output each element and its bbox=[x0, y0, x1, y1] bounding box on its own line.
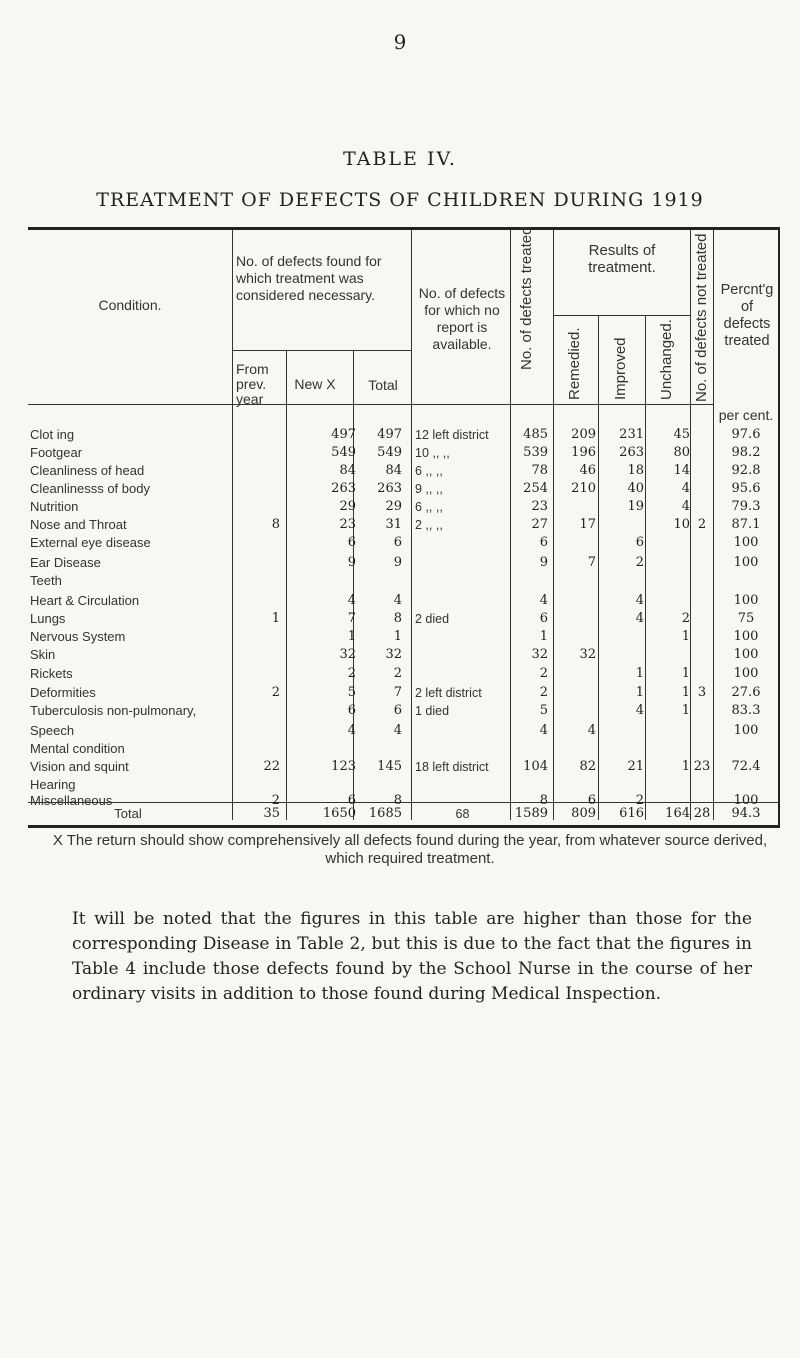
cell-prev bbox=[234, 480, 280, 498]
cell-new: 6 bbox=[347, 703, 356, 718]
cell-new: 123 bbox=[331, 759, 356, 774]
header-total: Total bbox=[368, 377, 398, 393]
table-row bbox=[28, 610, 778, 628]
cell-condition: Cleanliness of head bbox=[30, 463, 145, 478]
cell-condition: Tuberculosis non-pulmonary, bbox=[30, 703, 197, 718]
header-new: New X bbox=[294, 376, 336, 392]
cell-new: 497 bbox=[331, 427, 356, 442]
cell-remedied bbox=[558, 684, 596, 702]
cell-condition: Cleanlinesss of body bbox=[30, 481, 150, 496]
cell-treated bbox=[508, 740, 548, 758]
cell-not-treated bbox=[692, 534, 712, 552]
footnote: X The return should show comprehensively all defects found during the year, from whatever source derived, which required treatment. bbox=[52, 832, 768, 867]
cell-improved bbox=[603, 572, 644, 590]
total-treated: 1589 bbox=[514, 806, 548, 821]
cell-total: 29 bbox=[385, 499, 402, 514]
cell-treated: 32 bbox=[531, 647, 548, 662]
cell-not-treated bbox=[692, 646, 712, 664]
cell-percent bbox=[714, 740, 778, 758]
cell-improved: 19 bbox=[627, 499, 644, 514]
cell-remedied: 32 bbox=[579, 647, 596, 662]
cell-not-treated bbox=[692, 722, 712, 740]
cell-condition: Clot ing bbox=[30, 427, 75, 442]
cell-new: 2 bbox=[347, 666, 356, 681]
total-unchanged: 164 bbox=[665, 806, 690, 821]
cell-prev: 1 bbox=[271, 611, 280, 626]
rule-h-header-bottom bbox=[28, 404, 713, 405]
cell-unchanged bbox=[648, 534, 690, 552]
header-treated: No. of defects treated bbox=[518, 226, 535, 370]
cell-treated: 78 bbox=[531, 463, 548, 478]
cell-remedied: 7 bbox=[587, 555, 596, 570]
cell-new: 32 bbox=[339, 647, 356, 662]
cell-prev bbox=[234, 426, 280, 444]
cell-improved: 6 bbox=[635, 535, 644, 550]
cell-total: 145 bbox=[377, 759, 402, 774]
table-row bbox=[28, 628, 778, 646]
cell-treated: 4 bbox=[539, 723, 548, 738]
cell-treated: 6 bbox=[539, 611, 548, 626]
total-total: 1685 bbox=[368, 806, 402, 821]
cell-remedied: 4 bbox=[587, 723, 596, 738]
cell-new: 23 bbox=[339, 517, 356, 532]
cell-total: 32 bbox=[385, 647, 402, 662]
cell-unchanged: 4 bbox=[681, 499, 690, 514]
cell-condition: Teeth bbox=[30, 573, 62, 588]
cell-unchanged: 1 bbox=[681, 759, 690, 774]
table-row bbox=[28, 480, 778, 498]
table-row bbox=[28, 572, 778, 590]
defects-table bbox=[28, 227, 780, 828]
cell-unchanged bbox=[648, 572, 690, 590]
cell-improved bbox=[603, 628, 644, 646]
total-remedied: 809 bbox=[571, 806, 596, 821]
cell-not-treated bbox=[692, 740, 712, 758]
cell-unchanged: 1 bbox=[681, 666, 690, 681]
cell-total bbox=[358, 572, 402, 590]
cell-prev bbox=[234, 740, 280, 758]
cell-condition: Nervous System bbox=[30, 629, 126, 644]
cell-new: 5 bbox=[347, 685, 356, 700]
cell-remedied bbox=[558, 534, 596, 552]
cell-not-treated bbox=[692, 610, 712, 628]
cell-total: 7 bbox=[393, 685, 402, 700]
header-unchanged: Unchanged. bbox=[658, 319, 675, 400]
cell-total: 8 bbox=[393, 793, 402, 808]
cell-prev bbox=[234, 646, 280, 664]
table-row bbox=[28, 426, 778, 444]
total-improved: 616 bbox=[619, 806, 644, 821]
cell-remedied bbox=[558, 628, 596, 646]
cell-treated: 8 bbox=[539, 793, 548, 808]
cell-unchanged bbox=[648, 592, 690, 610]
total-new: 1650 bbox=[322, 806, 356, 821]
cell-remedied: 6 bbox=[587, 793, 596, 808]
cell-percent: 79.3 bbox=[731, 499, 761, 514]
cell-total bbox=[358, 740, 402, 758]
cell-unchanged: 45 bbox=[673, 427, 690, 442]
header-condition: Condition. bbox=[98, 297, 162, 313]
cell-percent: 100 bbox=[733, 793, 759, 808]
table-row bbox=[28, 740, 778, 758]
cell-percent: 100 bbox=[733, 593, 759, 608]
cell-unchanged bbox=[648, 722, 690, 740]
cell-condition: Skin bbox=[30, 647, 56, 662]
cell-remedied: 196 bbox=[571, 445, 596, 460]
cell-unchanged: 80 bbox=[673, 445, 690, 460]
cell-not-treated: 23 bbox=[693, 759, 711, 774]
cell-condition: Lungs bbox=[30, 611, 66, 626]
cell-condition: External eye disease bbox=[30, 535, 151, 550]
table-row bbox=[28, 722, 778, 740]
cell-treated: 23 bbox=[531, 499, 548, 514]
cell-treated: 2 bbox=[539, 685, 548, 700]
cell-unchanged bbox=[648, 740, 690, 758]
table-row bbox=[28, 554, 778, 572]
cell-percent: 100 bbox=[733, 535, 759, 550]
cell-new: 29 bbox=[339, 499, 356, 514]
cell-percent: 27.6 bbox=[731, 685, 761, 700]
cell-prev bbox=[234, 665, 280, 683]
cell-treated: 4 bbox=[539, 593, 548, 608]
cell-unchanged: 1 bbox=[681, 703, 690, 718]
cell-prev bbox=[234, 722, 280, 740]
cell-unchanged: 1 bbox=[681, 685, 690, 700]
cell-treated: 485 bbox=[523, 427, 548, 442]
cell-condition: Vision and squint bbox=[30, 759, 129, 774]
cell-improved: 4 bbox=[635, 593, 644, 608]
cell-remedied bbox=[558, 592, 596, 610]
cell-new: 84 bbox=[339, 463, 356, 478]
header-found-group: No. of defects found for which treatment was considered necessary. bbox=[236, 253, 382, 303]
table-subtitle: TREATMENT OF DEFECTS OF CHILDREN DURING 1919 bbox=[96, 189, 704, 211]
cell-improved: 2 bbox=[635, 555, 644, 570]
header-percent: Percnt'g of defects treated bbox=[720, 282, 774, 349]
total-label: Total bbox=[114, 806, 142, 821]
cell-no-report: 2 died bbox=[415, 612, 450, 626]
cell-no-report: 6 ,, ,, bbox=[415, 500, 443, 514]
cell-prev bbox=[234, 628, 280, 646]
cell-condition: Nose and Throat bbox=[30, 517, 127, 532]
cell-remedied bbox=[558, 702, 596, 720]
total-no-report: 68 bbox=[455, 807, 470, 821]
cell-improved bbox=[603, 740, 644, 758]
cell-not-treated bbox=[692, 462, 712, 480]
cell-total: 6 bbox=[393, 535, 402, 550]
cell-condition: Heart & Circulation bbox=[30, 593, 140, 608]
header-percent-unit: per cent. bbox=[718, 407, 774, 423]
cell-not-treated bbox=[692, 702, 712, 720]
cell-total: 6 bbox=[393, 703, 402, 718]
cell-condition: Rickets bbox=[30, 666, 73, 681]
cell-percent bbox=[714, 572, 778, 590]
cell-percent: 100 bbox=[733, 555, 759, 570]
cell-improved bbox=[603, 646, 644, 664]
cell-percent: 95.6 bbox=[731, 481, 761, 496]
cell-prev: 2 bbox=[271, 685, 280, 700]
table-row bbox=[28, 646, 778, 664]
cell-treated: 104 bbox=[523, 759, 548, 774]
cell-new bbox=[290, 740, 356, 758]
page-number: 9 bbox=[393, 30, 407, 54]
table-row bbox=[28, 592, 778, 610]
cell-no-report: 6 ,, ,, bbox=[415, 464, 443, 478]
cell-prev bbox=[234, 462, 280, 480]
cell-prev bbox=[234, 498, 280, 516]
cell-prev bbox=[234, 702, 280, 720]
cell-no-report: 2 left district bbox=[415, 686, 482, 700]
cell-total: 263 bbox=[377, 481, 402, 496]
cell-prev bbox=[234, 554, 280, 572]
cell-total: 9 bbox=[393, 555, 402, 570]
total-prev: 35 bbox=[263, 806, 280, 821]
cell-condition: Miscellaneous bbox=[30, 793, 113, 808]
total-not-treated: 28 bbox=[693, 806, 711, 821]
cell-improved bbox=[603, 722, 644, 740]
cell-percent: 83.3 bbox=[731, 703, 761, 718]
cell-improved: 263 bbox=[619, 445, 644, 460]
table-row bbox=[28, 444, 778, 462]
table-row bbox=[28, 498, 778, 516]
cell-no-report: 1 died bbox=[415, 704, 450, 718]
cell-new: 6 bbox=[347, 535, 356, 550]
cell-total: 549 bbox=[377, 445, 402, 460]
total-percent: 94.3 bbox=[731, 806, 761, 821]
cell-treated: 9 bbox=[539, 555, 548, 570]
cell-improved: 1 bbox=[635, 666, 644, 681]
table-title: TABLE IV. bbox=[343, 148, 457, 170]
table-row bbox=[28, 462, 778, 480]
header-results-group: Results of treatment. bbox=[588, 242, 656, 276]
cell-treated: 254 bbox=[523, 481, 548, 496]
cell-not-treated bbox=[692, 444, 712, 462]
cell-no-report: 2 ,, ,, bbox=[415, 518, 443, 532]
cell-not-treated bbox=[692, 554, 712, 572]
cell-condition: Mental condition bbox=[30, 741, 125, 756]
cell-percent: 75 bbox=[737, 611, 755, 626]
cell-improved: 1 bbox=[635, 685, 644, 700]
cell-prev bbox=[234, 534, 280, 552]
cell-prev bbox=[234, 572, 280, 590]
cell-percent: 72.4 bbox=[731, 759, 761, 774]
cell-treated: 1 bbox=[539, 629, 548, 644]
cell-improved bbox=[603, 516, 644, 534]
cell-unchanged: 10 bbox=[673, 517, 690, 532]
cell-condition: Ear Disease bbox=[30, 555, 101, 570]
cell-prev bbox=[234, 444, 280, 462]
cell-total: 4 bbox=[393, 593, 402, 608]
cell-improved: 18 bbox=[627, 463, 644, 478]
cell-condition: Nutrition bbox=[30, 499, 79, 514]
cell-treated: 6 bbox=[539, 535, 548, 550]
cell-percent: 100 bbox=[733, 723, 759, 738]
header-improved: Improved bbox=[612, 337, 629, 400]
cell-prev: 22 bbox=[263, 759, 280, 774]
cell-new: 4 bbox=[347, 723, 356, 738]
cell-improved: 2 bbox=[635, 793, 644, 808]
cell-remedied bbox=[558, 740, 596, 758]
cell-unchanged: 4 bbox=[681, 481, 690, 496]
cell-improved: 231 bbox=[619, 427, 644, 442]
cell-treated: 27 bbox=[531, 517, 548, 532]
header-not-treated: No. of defects not treated bbox=[693, 233, 710, 402]
cell-remedied: 46 bbox=[579, 463, 596, 478]
cell-no-report: 12 left district bbox=[415, 428, 489, 442]
cell-total: 84 bbox=[385, 463, 402, 478]
cell-no-report: 10 ,, ,, bbox=[415, 446, 450, 460]
cell-percent: 87.1 bbox=[731, 517, 761, 532]
rule-h-found-sub bbox=[232, 350, 411, 351]
table-row bbox=[28, 665, 778, 683]
cell-remedied: 209 bbox=[571, 427, 596, 442]
cell-total: 2 bbox=[393, 666, 402, 681]
cell-new: 1 bbox=[347, 629, 356, 644]
cell-treated: 2 bbox=[539, 666, 548, 681]
cell-unchanged bbox=[648, 554, 690, 572]
cell-condition: Deformities bbox=[30, 685, 96, 700]
cell-improved: 40 bbox=[627, 481, 644, 496]
cell-condition: Speech bbox=[30, 723, 75, 738]
cell-total: 1 bbox=[393, 629, 402, 644]
cell-new: 7 bbox=[347, 611, 356, 626]
cell-treated: 539 bbox=[523, 445, 548, 460]
body-paragraph: It will be noted that the figures in this table are higher than those for the corresponding Disease in Table 2, but this is due to the fact that the figures in Table 4 include those defects found by the School Nurse in the course of her ordinary visits in addition to those found during Medical Inspection. bbox=[72, 909, 752, 1004]
cell-remedied bbox=[558, 610, 596, 628]
table-row bbox=[28, 684, 778, 702]
cell-new: 6 bbox=[347, 793, 356, 808]
cell-condition: Footgear bbox=[30, 445, 83, 460]
cell-percent: 100 bbox=[733, 629, 759, 644]
cell-new: 4 bbox=[347, 593, 356, 608]
cell-percent: 92.8 bbox=[731, 463, 761, 478]
cell-no-report: 18 left district bbox=[415, 760, 489, 774]
cell-no-report: 9 ,, ,, bbox=[415, 482, 443, 496]
header-no-report: No. of defects for which no report is available. bbox=[418, 285, 506, 352]
cell-remedied bbox=[558, 665, 596, 683]
cell-total: 31 bbox=[385, 517, 402, 532]
cell-remedied bbox=[558, 572, 596, 590]
table-row bbox=[28, 702, 778, 720]
cell-not-treated bbox=[692, 480, 712, 498]
cell-new: 9 bbox=[347, 555, 356, 570]
cell-not-treated bbox=[692, 572, 712, 590]
cell-not-treated bbox=[692, 498, 712, 516]
cell-percent: 98.2 bbox=[731, 445, 761, 460]
cell-treated bbox=[508, 572, 548, 590]
cell-percent: 100 bbox=[733, 666, 759, 681]
table-row bbox=[28, 758, 778, 776]
cell-percent: 97.6 bbox=[731, 427, 761, 442]
cell-remedied: 82 bbox=[579, 759, 596, 774]
cell-unchanged bbox=[648, 646, 690, 664]
cell-remedied: 210 bbox=[571, 481, 596, 496]
cell-prev bbox=[234, 592, 280, 610]
cell-not-treated bbox=[692, 592, 712, 610]
cell-not-treated bbox=[692, 628, 712, 646]
cell-unchanged: 14 bbox=[673, 463, 690, 478]
table-row bbox=[28, 516, 778, 534]
header-from-prev: From prev. year bbox=[236, 361, 269, 407]
cell-improved: 4 bbox=[635, 703, 644, 718]
cell-new bbox=[290, 572, 356, 590]
total-row bbox=[28, 805, 778, 823]
header-remedied: Remedied. bbox=[566, 327, 583, 400]
cell-prev: 8 bbox=[271, 517, 280, 532]
cell-percent: 100 bbox=[733, 647, 759, 662]
cell-improved: 21 bbox=[627, 759, 644, 774]
cell-improved: 4 bbox=[635, 611, 644, 626]
cell-not-treated: 3 bbox=[697, 685, 707, 700]
cell-total: 497 bbox=[377, 427, 402, 442]
cell-remedied bbox=[558, 498, 596, 516]
cell-not-treated bbox=[692, 665, 712, 683]
cell-new: 549 bbox=[331, 445, 356, 460]
cell-unchanged: 1 bbox=[681, 629, 690, 644]
cell-prev: 2 bbox=[271, 793, 280, 808]
cell-not-treated bbox=[692, 426, 712, 444]
cell-not-treated: 2 bbox=[697, 517, 707, 532]
cell-new: 263 bbox=[331, 481, 356, 496]
cell-treated: 5 bbox=[539, 703, 548, 718]
cell-total: 4 bbox=[393, 723, 402, 738]
cell-total: 8 bbox=[393, 611, 402, 626]
cell-remedied: 17 bbox=[579, 517, 596, 532]
cell-unchanged: 2 bbox=[681, 611, 690, 626]
cell-condition: Hearing bbox=[30, 777, 76, 792]
table-row bbox=[28, 534, 778, 552]
